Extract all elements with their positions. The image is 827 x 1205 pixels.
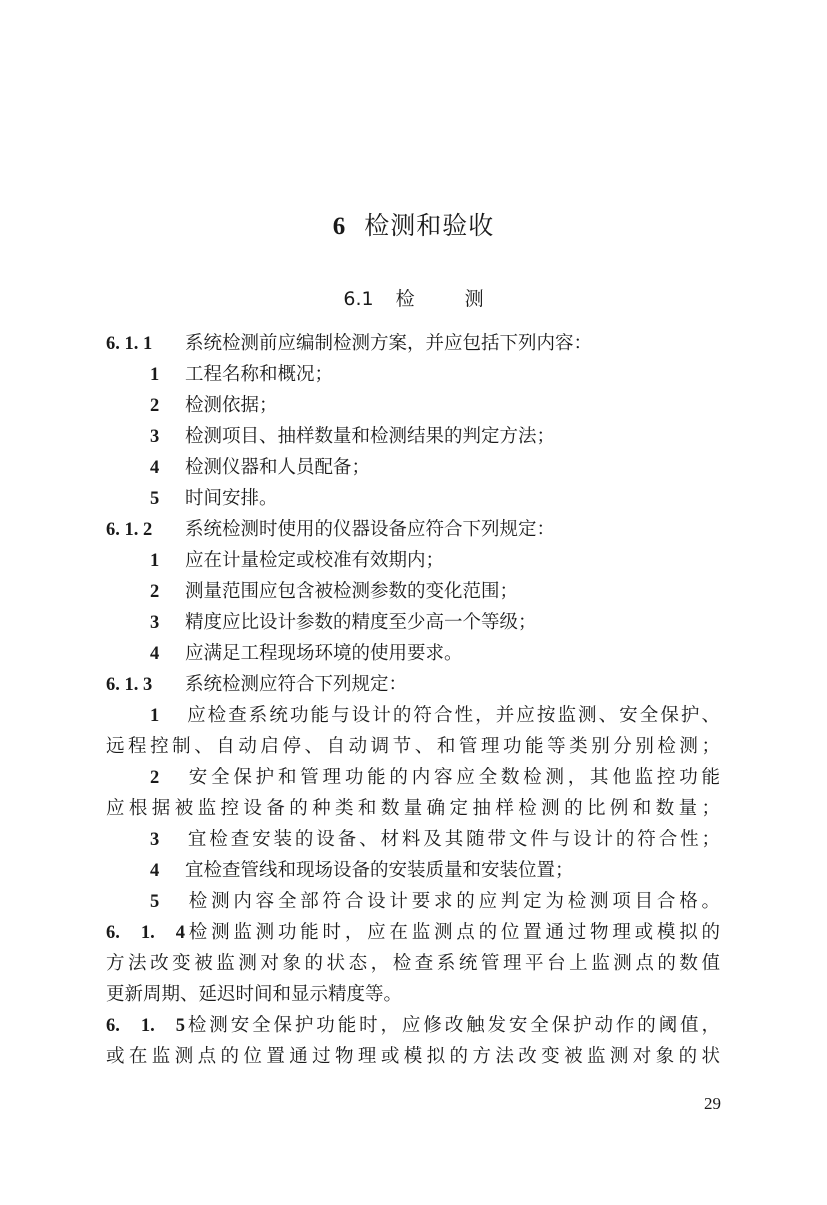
text-line — [106, 1041, 720, 1072]
text-line — [106, 979, 720, 1010]
line-text: 工程名称和概况； — [185, 364, 334, 385]
line-text: 检测安全保护功能时，应修改触发安全保护动作的阈值， — [185, 1015, 720, 1036]
clause-number: 6. 1. 5 — [106, 1016, 185, 1036]
line-text: 精度应比设计参数的精度至少高一个等级； — [185, 612, 537, 633]
chapter-number: 6 — [332, 213, 347, 240]
clause-number: 6. 1. 1 — [106, 334, 153, 354]
item-number: 5 — [150, 489, 160, 509]
line-text: 宜检查安装的设备、材料及其随带文件与设计的符合性； — [185, 829, 720, 850]
item-number: 1 — [150, 706, 160, 726]
line-text: 检测监测功能时，应在监测点的位置通过物理或模拟的 — [185, 922, 720, 943]
list-item — [106, 483, 720, 514]
list-item — [106, 545, 720, 576]
item-number: 4 — [150, 458, 160, 478]
text-line — [106, 793, 720, 824]
section-heading — [0, 284, 827, 311]
line-text: 系统检测时使用的仪器设备应符合下列规定： — [185, 519, 556, 540]
list-item — [106, 452, 720, 483]
line-text: 应满足工程现场环境的使用要求。 — [185, 643, 463, 664]
item-number: 1 — [150, 365, 160, 385]
line-text: 宜检查管线和现场设备的安装质量和安装位置； — [185, 860, 574, 881]
list-item — [106, 824, 720, 855]
item-number: 2 — [150, 396, 160, 416]
line-text: 测量范围应包含被检测参数的变化范围； — [185, 581, 519, 602]
item-number: 3 — [150, 830, 160, 850]
clause-line — [106, 328, 720, 359]
clause-line — [106, 917, 720, 948]
list-item — [106, 390, 720, 421]
list-item — [106, 700, 720, 731]
line-text: 远程控制、自动启停、自动调节、和管理功能等类别分别检测； — [106, 736, 720, 757]
list-item — [106, 359, 720, 390]
list-item — [106, 638, 720, 669]
chapter-heading — [0, 206, 827, 242]
item-number: 5 — [150, 892, 160, 912]
list-item — [106, 421, 720, 452]
text-line — [106, 731, 720, 762]
line-text: 应在计量检定或校准有效期内； — [185, 550, 445, 571]
line-text: 应根据被监控设备的种类和数量确定抽样检测的比例和数量； — [106, 798, 720, 819]
line-text: 时间安排。 — [185, 488, 278, 509]
line-text: 或在监测点的位置通过物理或模拟的方法改变被监测对象的状 — [106, 1046, 720, 1067]
clause-line — [106, 1010, 720, 1041]
item-number: 2 — [150, 768, 160, 788]
clause-number: 6. 1. 3 — [106, 675, 153, 695]
line-text: 系统检测应符合下列规定： — [185, 674, 408, 695]
section-number: 6.1 — [343, 288, 374, 310]
item-number: 3 — [150, 427, 160, 447]
list-item — [106, 576, 720, 607]
item-number: 2 — [150, 582, 160, 602]
body-text — [106, 328, 720, 1072]
item-number: 4 — [150, 644, 160, 664]
line-text: 检测依据； — [185, 395, 278, 416]
clause-number: 6. 1. 4 — [106, 923, 185, 943]
line-text: 方法改变被监测对象的状态，检查系统管理平台上监测点的数值 — [106, 953, 720, 974]
clause-line — [106, 669, 720, 700]
section-title: 检 测 — [395, 288, 506, 310]
list-item — [106, 607, 720, 638]
line-text: 系统检测前应编制检测方案，并应包括下列内容： — [185, 333, 593, 354]
line-text: 检测仪器和人员配备； — [185, 457, 371, 478]
line-text: 检测项目、抽样数量和检测结果的判定方法； — [185, 426, 556, 447]
item-number: 3 — [150, 613, 160, 633]
clause-number: 6. 1. 2 — [106, 520, 153, 540]
line-text: 安全保护和管理功能的内容应全数检测，其他监控功能 — [185, 767, 720, 788]
line-text: 应检查系统功能与设计的符合性，并应按监测、安全保护、 — [185, 705, 720, 726]
list-item — [106, 855, 720, 886]
chapter-title: 检测和验收 — [364, 211, 495, 240]
text-line — [106, 948, 720, 979]
list-item — [106, 762, 720, 793]
line-text: 检测内容全部符合设计要求的应判定为检测项目合格。 — [185, 891, 720, 912]
line-text: 更新周期、延迟时间和显示精度等。 — [106, 984, 403, 1005]
list-item — [106, 886, 720, 917]
item-number: 4 — [150, 861, 160, 881]
clause-line — [106, 514, 720, 545]
page-number: 29 — [704, 1094, 721, 1113]
item-number: 1 — [150, 551, 160, 571]
